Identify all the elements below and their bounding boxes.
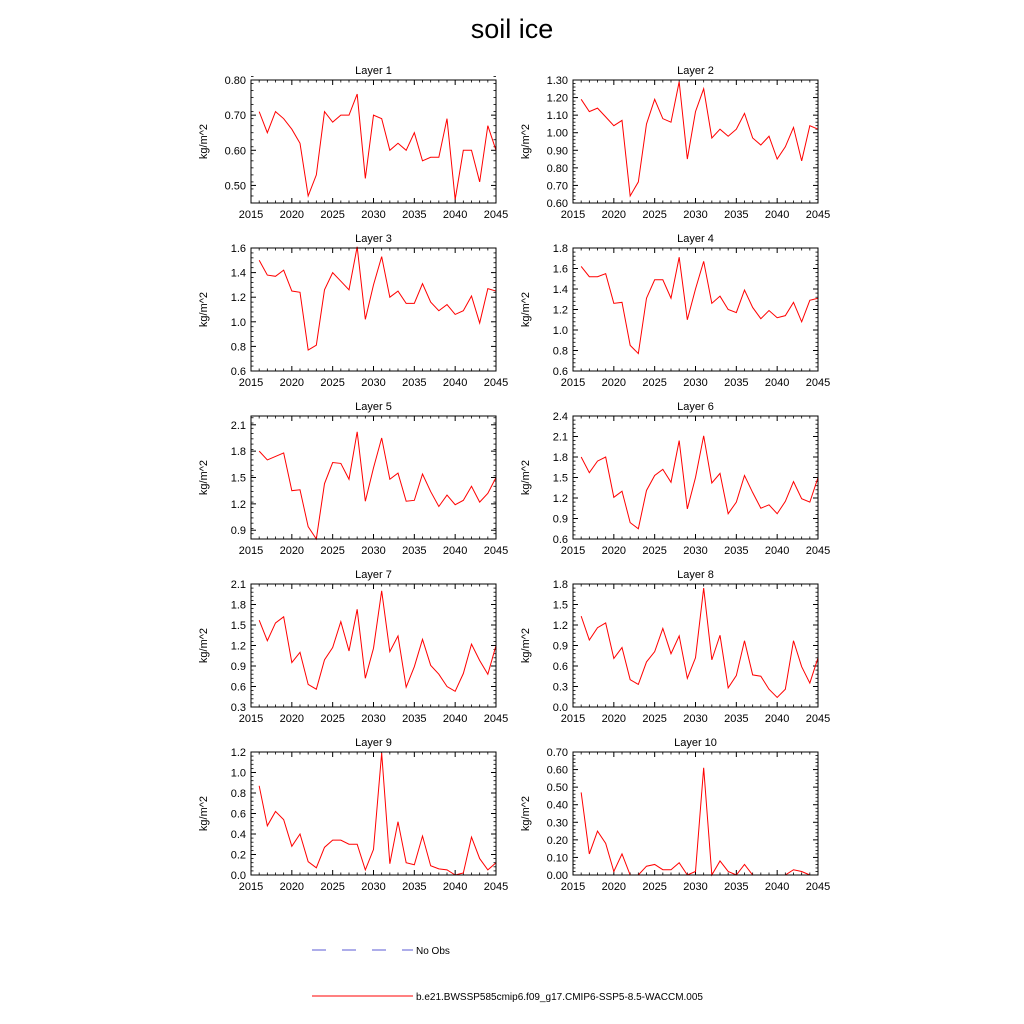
x-tick-label: 2025: [642, 545, 667, 557]
y-axis-label: kg/m^2: [520, 459, 532, 496]
panel-layer-8: [520, 569, 830, 725]
x-tick-label: 2045: [483, 713, 509, 725]
panel-title: Layer 1: [355, 65, 392, 77]
x-tick-label: 2020: [279, 209, 305, 221]
x-tick-label: 2040: [764, 713, 790, 725]
y-tick-label: 0.70: [546, 747, 568, 759]
x-tick-label: 2025: [642, 209, 667, 221]
y-tick-label: 0.70: [546, 180, 568, 193]
x-tick-label: 2025: [642, 713, 667, 725]
x-tick-label: 2040: [764, 209, 790, 221]
y-tick-label: 1.20: [546, 92, 568, 105]
x-tick-label: 2035: [724, 713, 749, 725]
y-tick-label: 1.0: [552, 325, 568, 337]
x-tick-label: 2030: [361, 713, 386, 725]
y-tick-label: 1.2: [230, 640, 246, 653]
y-tick-label: 2.1: [230, 419, 246, 432]
y-tick-label: 0.60: [224, 145, 246, 158]
panel-title: Layer 9: [355, 737, 392, 749]
plot-frame: [573, 248, 818, 371]
x-tick-label: 2015: [238, 545, 264, 557]
x-tick-label: 2025: [642, 881, 667, 893]
x-tick-label: 2030: [683, 209, 708, 221]
y-tick-label: 1.30: [546, 75, 568, 87]
x-tick-label: 2040: [764, 377, 790, 389]
plot-frame: [251, 752, 496, 875]
y-tick-label: 1.5: [552, 599, 568, 612]
y-tick-label: 0.9: [230, 661, 246, 673]
y-tick-label: 2.4: [552, 411, 568, 423]
series-line: [581, 436, 818, 529]
y-tick-label: 1.5: [230, 620, 246, 632]
y-tick-label: 0.10: [546, 852, 568, 865]
panel-layer-3: [198, 233, 508, 389]
plot-frame: [251, 80, 496, 203]
y-tick-label: 0.4: [230, 829, 246, 841]
y-tick-label: 0.3: [230, 702, 246, 714]
y-tick-label: 0.2: [230, 849, 246, 862]
x-tick-label: 2020: [279, 545, 305, 557]
y-tick-label: 1.2: [552, 304, 568, 317]
y-tick-label: 1.5: [552, 472, 568, 485]
y-tick-label: 1.10: [546, 110, 568, 123]
y-tick-label: 0.6: [230, 681, 246, 694]
y-tick-label: 0.40: [546, 799, 568, 812]
series-line: [581, 257, 818, 353]
x-tick-label: 2040: [442, 377, 468, 389]
x-tick-label: 2045: [805, 713, 831, 725]
y-tick-label: 0.9: [552, 640, 568, 653]
x-tick-label: 2035: [402, 545, 427, 557]
x-tick-label: 2015: [560, 881, 586, 893]
y-tick-label: 2.1: [552, 431, 568, 444]
y-tick-label: 0.8: [230, 341, 246, 354]
series-line: [259, 432, 496, 539]
y-axis-label: kg/m^2: [198, 459, 210, 496]
y-axis-label: kg/m^2: [520, 627, 532, 664]
x-tick-label: 2025: [320, 713, 345, 725]
panel-title: Layer 8: [677, 569, 714, 581]
x-tick-label: 2020: [601, 209, 627, 221]
y-axis-label: kg/m^2: [198, 795, 210, 832]
page-title: soil ice: [470, 14, 554, 44]
x-tick-label: 2045: [483, 881, 509, 893]
x-tick-label: 2045: [483, 209, 509, 221]
y-tick-label: 1.8: [552, 243, 568, 255]
x-tick-label: 2035: [402, 713, 427, 725]
plot-frame: [251, 416, 496, 539]
x-tick-label: 2030: [683, 713, 708, 725]
panel-layer-7: [198, 569, 508, 725]
y-tick-label: 1.8: [230, 446, 246, 459]
y-tick-label: 0.50: [224, 180, 246, 193]
x-tick-label: 2015: [560, 713, 586, 725]
y-tick-label: 0.6: [552, 366, 568, 378]
y-tick-label: 0.30: [546, 817, 568, 830]
x-tick-label: 2045: [483, 377, 509, 389]
y-tick-label: 0.6: [552, 661, 568, 673]
y-tick-label: 1.2: [230, 747, 246, 759]
y-tick-label: 1.0: [230, 316, 246, 329]
y-tick-label: 0.9: [230, 525, 246, 538]
y-tick-label: 1.8: [552, 452, 568, 464]
x-tick-label: 2025: [320, 377, 345, 389]
panel-layer-1: [198, 65, 508, 221]
x-tick-label: 2015: [560, 545, 586, 557]
x-tick-label: 2020: [279, 377, 305, 389]
x-tick-label: 2030: [361, 881, 386, 893]
x-tick-label: 2040: [442, 209, 468, 221]
x-tick-label: 2020: [279, 713, 305, 725]
x-tick-label: 2040: [442, 545, 468, 557]
y-tick-label: 1.6: [230, 243, 246, 255]
x-tick-label: 2015: [238, 713, 264, 725]
panel-layer-9: [198, 737, 508, 893]
x-tick-label: 2035: [402, 377, 427, 389]
x-tick-label: 2025: [320, 881, 345, 893]
x-tick-label: 2035: [724, 545, 749, 557]
y-tick-label: 0.90: [546, 145, 568, 158]
y-tick-label: 0.60: [546, 764, 568, 777]
x-tick-label: 2045: [483, 545, 509, 557]
x-tick-label: 2045: [805, 545, 831, 557]
x-tick-label: 2025: [642, 377, 667, 389]
y-tick-label: 0.20: [546, 834, 568, 847]
panel-title: Layer 3: [355, 233, 392, 245]
series-line: [581, 768, 818, 875]
y-tick-label: 1.0: [230, 767, 246, 780]
y-tick-label: 1.6: [552, 263, 568, 276]
x-tick-label: 2035: [402, 881, 427, 893]
y-tick-label: 0.80: [546, 162, 568, 175]
y-tick-label: 0.3: [552, 681, 568, 694]
panel-layer-5: [198, 401, 508, 557]
x-tick-label: 2045: [805, 881, 831, 893]
panel-title: Layer 6: [677, 401, 714, 413]
panel-title: Layer 10: [674, 737, 717, 749]
x-tick-label: 2035: [402, 209, 427, 221]
y-tick-label: 0.6: [552, 534, 568, 546]
x-tick-label: 2030: [361, 377, 386, 389]
panel-layer-6: [520, 401, 830, 557]
plot-frame: [573, 80, 818, 203]
y-tick-label: 0.00: [546, 870, 568, 882]
series-line: [259, 94, 496, 199]
panel-title: Layer 2: [677, 65, 714, 77]
panel-title: Layer 4: [677, 233, 714, 245]
x-tick-label: 2040: [442, 713, 468, 725]
y-axis-label: kg/m^2: [198, 291, 210, 328]
x-tick-label: 2020: [601, 377, 627, 389]
y-tick-label: 0.8: [552, 345, 568, 358]
series-line: [259, 591, 496, 691]
y-tick-label: 0.6: [230, 808, 246, 821]
x-tick-label: 2020: [601, 713, 627, 725]
x-tick-label: 2030: [361, 545, 386, 557]
x-tick-label: 2030: [361, 209, 386, 221]
panels: [198, 65, 830, 893]
y-tick-label: 1.00: [546, 127, 568, 140]
x-tick-label: 2025: [320, 209, 345, 221]
y-tick-label: 1.4: [230, 267, 246, 280]
y-tick-label: 0.6: [230, 366, 246, 378]
y-tick-label: 0.60: [546, 198, 568, 210]
x-tick-label: 2040: [764, 545, 790, 557]
series-line: [581, 82, 818, 196]
y-tick-label: 0.0: [230, 870, 246, 882]
panel-layer-2: [520, 65, 830, 221]
plot-frame: [573, 584, 818, 707]
series-line: [259, 247, 496, 350]
x-tick-label: 2015: [238, 209, 264, 221]
x-tick-label: 2035: [724, 209, 749, 221]
y-tick-label: 0.8: [230, 788, 246, 800]
y-axis-label: kg/m^2: [520, 291, 532, 328]
y-tick-label: 0.70: [224, 110, 246, 123]
x-tick-label: 2045: [805, 209, 831, 221]
x-tick-label: 2015: [238, 377, 264, 389]
legend-obs-label: No Obs: [416, 946, 450, 957]
y-tick-label: 0.0: [552, 702, 568, 714]
y-axis-label: kg/m^2: [520, 123, 532, 160]
y-axis-label: kg/m^2: [198, 627, 210, 664]
x-tick-label: 2030: [683, 545, 708, 557]
x-tick-label: 2045: [805, 377, 831, 389]
panel-title: Layer 7: [355, 569, 392, 581]
y-tick-label: 1.2: [552, 620, 568, 632]
x-tick-label: 2030: [683, 881, 708, 893]
legend: [312, 946, 703, 1003]
x-tick-label: 2015: [238, 881, 264, 893]
y-tick-label: 0.50: [546, 782, 568, 795]
series-line: [581, 588, 818, 697]
x-tick-label: 2040: [764, 881, 790, 893]
y-tick-label: 1.5: [230, 472, 246, 485]
panel-title: Layer 5: [355, 401, 392, 413]
y-tick-label: 1.8: [230, 599, 246, 612]
panel-layer-4: [520, 233, 830, 389]
plot-frame: [251, 248, 496, 371]
x-tick-label: 2015: [560, 209, 586, 221]
y-axis-label: kg/m^2: [520, 795, 532, 832]
x-tick-label: 2020: [601, 545, 627, 557]
x-tick-label: 2020: [279, 881, 305, 893]
panel-layer-10: [520, 737, 830, 893]
series-line: [259, 753, 496, 875]
y-tick-label: 1.2: [230, 292, 246, 305]
x-tick-label: 2035: [724, 377, 749, 389]
y-tick-label: 1.2: [230, 498, 246, 511]
legend-model-label: b.e21.BWSSP585cmip6.f09_g17.CMIP6-SSP5-8.5-WACCM.005: [416, 992, 703, 1003]
y-tick-label: 0.80: [224, 75, 246, 87]
x-tick-label: 2015: [560, 377, 586, 389]
x-tick-label: 2020: [601, 881, 627, 893]
y-tick-label: 1.4: [552, 284, 568, 296]
y-tick-label: 1.8: [552, 579, 568, 591]
y-tick-label: 0.9: [552, 513, 568, 526]
x-tick-label: 2040: [442, 881, 468, 893]
y-axis-label: kg/m^2: [198, 123, 210, 160]
y-tick-label: 2.1: [230, 579, 246, 591]
y-tick-label: 1.2: [552, 493, 568, 505]
x-tick-label: 2030: [683, 377, 708, 389]
x-tick-label: 2025: [320, 545, 345, 557]
x-tick-label: 2035: [724, 881, 749, 893]
